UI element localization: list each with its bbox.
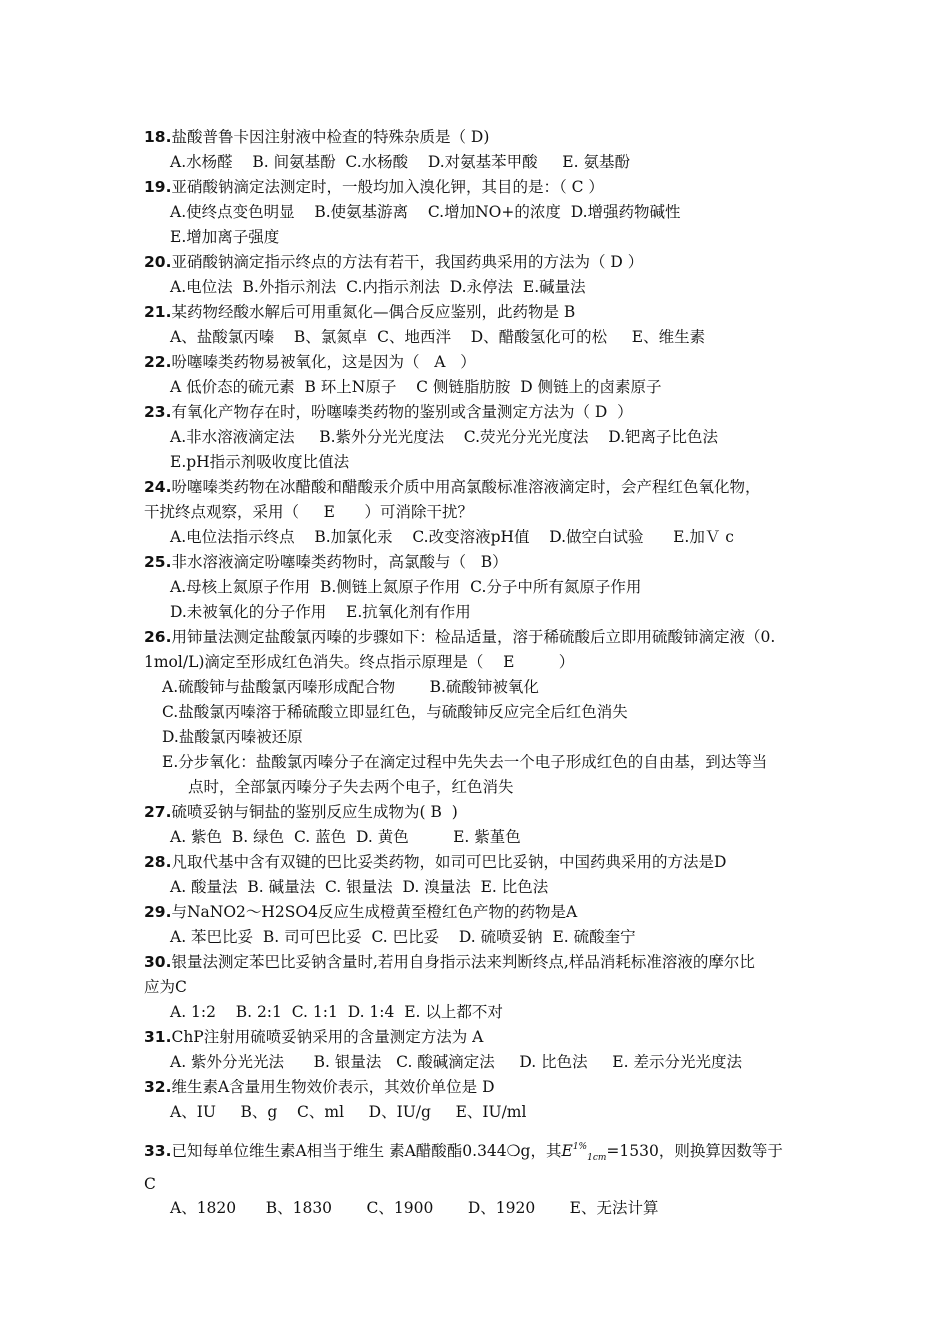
question-23-options: A.非水溶液滴定法 B.紫外分光光度法 C.荧光分光光度法 D.钯离子比色法 bbox=[170, 428, 719, 446]
question-30 bbox=[144, 952, 755, 972]
question-28-options: A. 酸量法 B. 碱量法 C. 银量法 D. 溴量法 E. 比色法 bbox=[170, 878, 549, 896]
question-26-option-c: C.盐酸氯丙嗪溶于稀硫酸立即显红色，与硫酸铈反应完全后红色消失 bbox=[162, 703, 628, 721]
question-stem: ChP注射用硫喷妥钠采用的含量测定方法为 A bbox=[171, 1028, 484, 1046]
question-number: 23. bbox=[144, 403, 172, 421]
question-22-options: A 低价态的硫元素 B 环上N原子 C 侧链脂肪胺 D 侧链上的卤素原子 bbox=[170, 378, 662, 396]
formula-main: E bbox=[561, 1142, 573, 1160]
question-23-options-2: E.pH指示剂吸收度比值法 bbox=[170, 453, 350, 471]
question-32 bbox=[144, 1077, 495, 1097]
question-26-option-e-cont: 点时，全部氯丙嗪分子失去两个电子，红色消失 bbox=[188, 778, 514, 796]
question-26-option-a: A.硫酸铈与盐酸氯丙嗪形成配合物 B.硫酸铈被氧化 bbox=[162, 678, 539, 696]
question-stem: 亚硝酸钠滴定法测定时，一般均加入溴化钾，其目的是：（ C ） bbox=[171, 178, 604, 196]
question-33-options: A、1820 B、1830 C、1900 D、1920 E、无法计算 bbox=[170, 1199, 659, 1217]
question-19-options: A.使终点变色明显 B.使氨基游离 C.增加NO+的浓度 D.增强药物碱性 bbox=[170, 203, 681, 221]
question-21-options: A、盐酸氯丙嗪 B、氯氮卓 C、地西泮 D、醋酸氢化可的松 E、维生素 bbox=[170, 328, 706, 346]
question-31-options: A. 紫外分光光法 B. 银量法 C. 酸碱滴定法 D. 比色法 E. 差示分光光度法 bbox=[170, 1053, 742, 1071]
question-28 bbox=[144, 852, 726, 872]
question-number: 22. bbox=[144, 353, 172, 371]
question-18 bbox=[144, 127, 489, 147]
question-20-options: A.电位法 B.外指示剂法 C.内指示剂法 D.永停法 E.碱量法 bbox=[170, 278, 586, 296]
question-26-stem-cont: 1mol/L)滴定至形成红色消失。终点指示原理是（ E ） bbox=[144, 653, 575, 671]
question-24 bbox=[144, 477, 760, 497]
question-stem: 维生素A含量用生物效价表示，其效价单位是 D bbox=[171, 1078, 495, 1096]
question-stem: 与NaNO2～H2SO4反应生成橙黄至橙红色产物的药物是A bbox=[171, 903, 578, 921]
question-number: 30. bbox=[144, 953, 172, 971]
question-number: 32. bbox=[144, 1078, 172, 1096]
question-stem: 某药物经酸水解后可用重氮化—偶合反应鉴别，此药物是 B bbox=[171, 303, 576, 321]
question-30-stem-cont: 应为C bbox=[144, 978, 187, 996]
question-number: 21. bbox=[144, 303, 172, 321]
question-31 bbox=[144, 1027, 483, 1047]
question-32-options: A、IU B、g C、ml D、IU/g E、IU/ml bbox=[170, 1103, 527, 1121]
question-24-options: A.电位法指示终点 B.加氯化汞 C.改变溶液pH值 D.做空白试验 E.加Ｖ c bbox=[170, 528, 734, 546]
question-stem: 盐酸普鲁卡因注射液中检查的特殊杂质是（ D) bbox=[171, 128, 490, 146]
question-stem: 银量法测定苯巴比妥钠含量时,若用自身指示法来判断终点,样品消耗标准溶液的摩尔比 bbox=[171, 953, 755, 971]
question-number: 31. bbox=[144, 1028, 172, 1046]
question-23 bbox=[144, 402, 633, 422]
question-number: 18. bbox=[144, 128, 172, 146]
question-number: 19. bbox=[144, 178, 172, 196]
question-29 bbox=[144, 902, 577, 922]
question-25-options: A.母核上氮原子作用 B.侧链上氮原子作用 C.分子中所有氮原子作用 bbox=[170, 578, 642, 596]
formula-sub: 1cm bbox=[587, 1153, 607, 1163]
question-stem: 有氧化产物存在时，吩噻嗪类药物的鉴别或含量测定方法为（ D ） bbox=[171, 403, 633, 421]
question-26-option-e: E.分步氧化：盐酸氯丙嗪分子在滴定过程中先失去一个电子形成红色的自由基，到达等当 bbox=[162, 753, 768, 771]
question-number: 24. bbox=[144, 478, 172, 496]
question-number: 20. bbox=[144, 253, 172, 271]
question-20 bbox=[144, 252, 643, 272]
question-number: 33. bbox=[144, 1142, 172, 1160]
question-27 bbox=[144, 802, 458, 822]
question-number: 29. bbox=[144, 903, 172, 921]
question-25-options-2: D.未被氧化的分子作用 E.抗氧化剂有作用 bbox=[170, 603, 471, 621]
question-26-option-d: D.盐酸氯丙嗪被还原 bbox=[162, 728, 303, 746]
formula-sup: 1% bbox=[572, 1142, 588, 1152]
question-25 bbox=[144, 552, 508, 572]
question-26 bbox=[144, 627, 775, 647]
question-18-options: A.水杨醛 B. 间氨基酚 C.水杨酸 D.对氨基苯甲酸 E. 氨基酚 bbox=[170, 153, 630, 171]
question-19-options-2: E.增加离子强度 bbox=[170, 228, 280, 246]
question-stem-after: =1530，则换算因数等于 bbox=[606, 1142, 783, 1160]
question-stem: 吩噻嗪类药物易被氧化，这是因为（ A ） bbox=[171, 353, 476, 371]
question-33 bbox=[144, 1137, 783, 1163]
question-number: 25. bbox=[144, 553, 172, 571]
question-stem: 已知每单位维生素A相当于维生 素A醋酸酯0.344❍g，其 bbox=[171, 1142, 562, 1160]
question-number: 27. bbox=[144, 803, 172, 821]
question-stem: 非水溶液滴定吩噻嗪类药物时，高氯酸与（ B） bbox=[171, 553, 508, 571]
question-22 bbox=[144, 352, 476, 372]
question-21 bbox=[144, 302, 575, 322]
question-27-options: A. 紫色 B. 绿色 C. 蓝色 D. 黄色 E. 紫堇色 bbox=[170, 828, 521, 846]
question-30-options: A. 1:2 B. 2:1 C. 1:1 D. 1:4 E. 以上都不对 bbox=[170, 1003, 503, 1021]
question-stem: 凡取代基中含有双键的巴比妥类药物，如司可巴比妥钠，中国药典采用的方法是D bbox=[171, 853, 727, 871]
question-24-stem-cont: 干扰终点观察，采用（ E ）可消除干扰？ bbox=[144, 503, 474, 521]
question-number: 26. bbox=[144, 628, 172, 646]
question-33-answer: C bbox=[144, 1175, 156, 1193]
question-stem: 吩噻嗪类药物在冰醋酸和醋酸汞介质中用高氯酸标准溶液滴定时，会产程红色氧化物， bbox=[171, 478, 761, 496]
question-number: 28. bbox=[144, 853, 172, 871]
question-stem: 用铈量法测定盐酸氯丙嗪的步骤如下：检品适量，溶于稀硫酸后立即用硫酸铈滴定液（0. bbox=[171, 628, 776, 646]
question-29-options: A. 苯巴比妥 B. 司可巴比妥 C. 巴比妥 D. 硫喷妥钠 E. 硫酸奎宁 bbox=[170, 928, 636, 946]
absorbance-formula bbox=[561, 1142, 607, 1163]
question-stem: 亚硝酸钠滴定指示终点的方法有若干，我国药典采用的方法为（ D ） bbox=[171, 253, 644, 271]
question-19 bbox=[144, 177, 604, 197]
question-stem: 硫喷妥钠与铜盐的鉴别反应生成物为( B ) bbox=[171, 803, 458, 821]
